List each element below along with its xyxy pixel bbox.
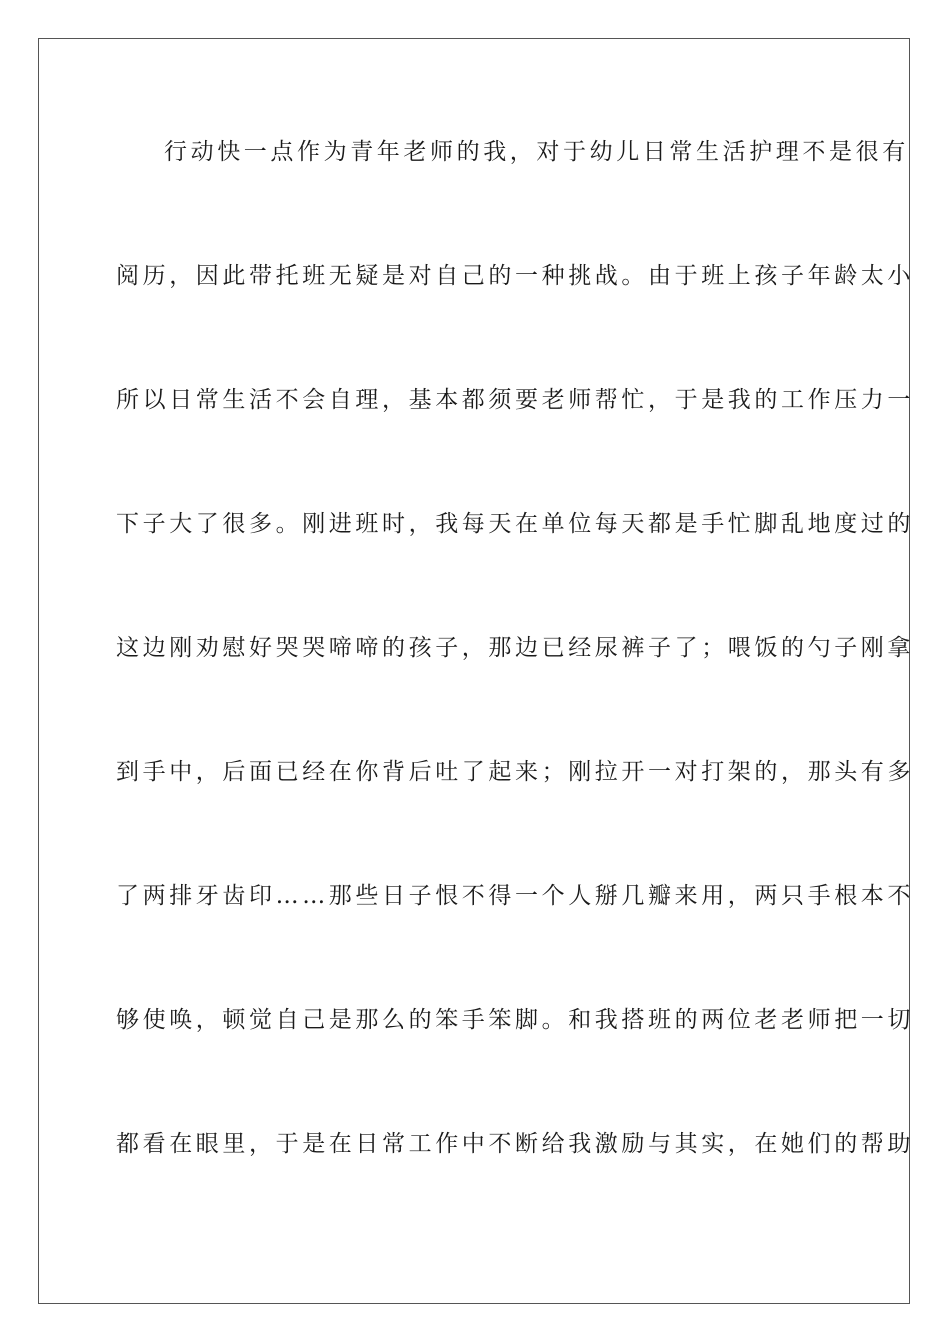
paragraph-line: 行动快一点作为青年老师的我，对于幼儿日常生活护理不是很有 xyxy=(164,139,909,165)
paragraph-line: 所以日常生活不会自理，基本都须要老师帮忙，于是我的工作压力一 xyxy=(116,387,914,413)
paragraph-line: 够使唤，顿觉自己是那么的笨手笨脚。和我搭班的两位老老师把一切 xyxy=(116,1007,914,1033)
paragraph-line: 这边刚劝慰好哭哭啼啼的孩子，那边已经尿裤子了；喂饭的勺子刚拿 xyxy=(116,635,914,661)
document-body xyxy=(116,126,914,1242)
paragraph-line: 阅历，因此带托班无疑是对自己的一种挑战。由于班上孩子年龄太小 xyxy=(116,263,914,289)
paragraph-line: 下子大了很多。刚进班时，我每天在单位每天都是手忙脚乱地度过的 xyxy=(116,511,914,537)
paragraph-line: 了两排牙齿印……那些日子恨不得一个人掰几瓣来用，两只手根本不 xyxy=(116,883,914,909)
paragraph-line: 到手中，后面已经在你背后吐了起来；刚拉开一对打架的，那头有多 xyxy=(116,759,914,785)
paragraph-line: 都看在眼里，于是在日常工作中不断给我激励与其实，在她们的帮助 xyxy=(116,1131,914,1157)
